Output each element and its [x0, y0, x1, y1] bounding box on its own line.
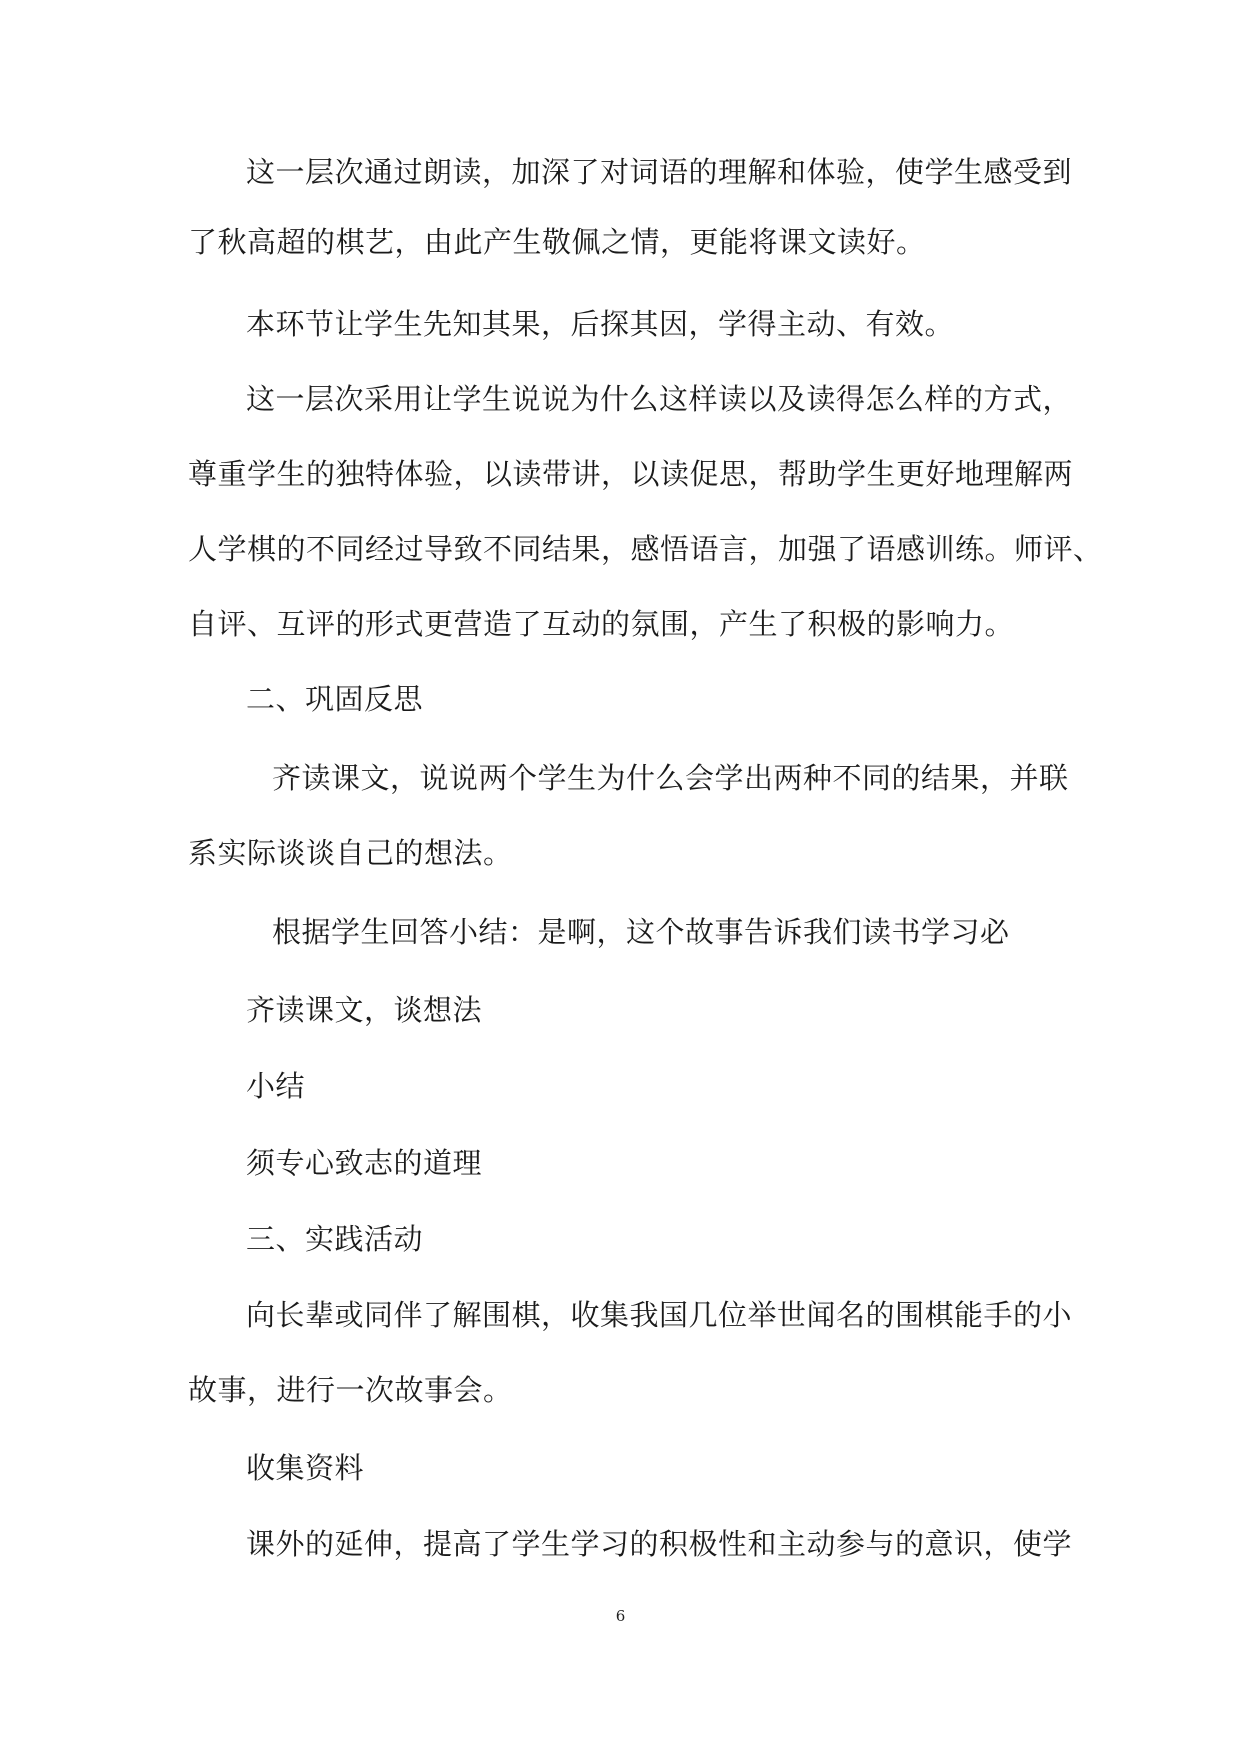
- paragraph-line: 齐读课文，说说两个学生为什么会学出两种不同的结果，并联: [272, 761, 1069, 795]
- paragraph-line: 了秋高超的棋艺，由此产生敬佩之情，更能将课文读好。: [188, 225, 926, 259]
- paragraph-line: 人学棋的不同经过导致不同结果，感悟语言，加强了语感训练。师评、: [188, 532, 1103, 566]
- paragraph-line: 课外的延伸，提高了学生学习的积极性和主动参与的意识，使学: [246, 1527, 1073, 1561]
- paragraph-line: 这一层次通过朗读，加深了对词语的理解和体验，使学生感受到: [246, 155, 1073, 189]
- paragraph-line: 尊重学生的独特体验，以读带讲，以读促思，帮助学生更好地理解两: [188, 457, 1074, 491]
- paragraph-line: 本环节让学生先知其果，后探其因，学得主动、有效。: [246, 307, 955, 341]
- paragraph-line: 小结: [246, 1069, 306, 1103]
- paragraph-line: 故事，进行一次故事会。: [188, 1373, 513, 1407]
- paragraph-line: 齐读课文，谈想法: [246, 993, 483, 1027]
- section-heading: 三、实践活动: [246, 1222, 424, 1256]
- page-number: 6: [615, 1607, 626, 1625]
- paragraph-line: 自评、互评的形式更营造了互动的氛围，产生了积极的影响力。: [188, 607, 1015, 641]
- paragraph-line: 根据学生回答小结：是啊，这个故事告诉我们读书学习必: [272, 915, 1010, 949]
- section-heading: 二、巩固反思: [246, 682, 424, 716]
- paragraph-line: 向长辈或同伴了解围棋，收集我国几位举世闻名的围棋能手的小: [246, 1298, 1073, 1332]
- paragraph-line: 须专心致志的道理: [246, 1146, 483, 1180]
- paragraph-line: 这一层次采用让学生说说为什么这样读以及读得怎么样的方式，: [246, 382, 1073, 416]
- paragraph-line: 系实际谈谈自己的想法。: [188, 836, 513, 870]
- paragraph-line: 收集资料: [246, 1451, 365, 1485]
